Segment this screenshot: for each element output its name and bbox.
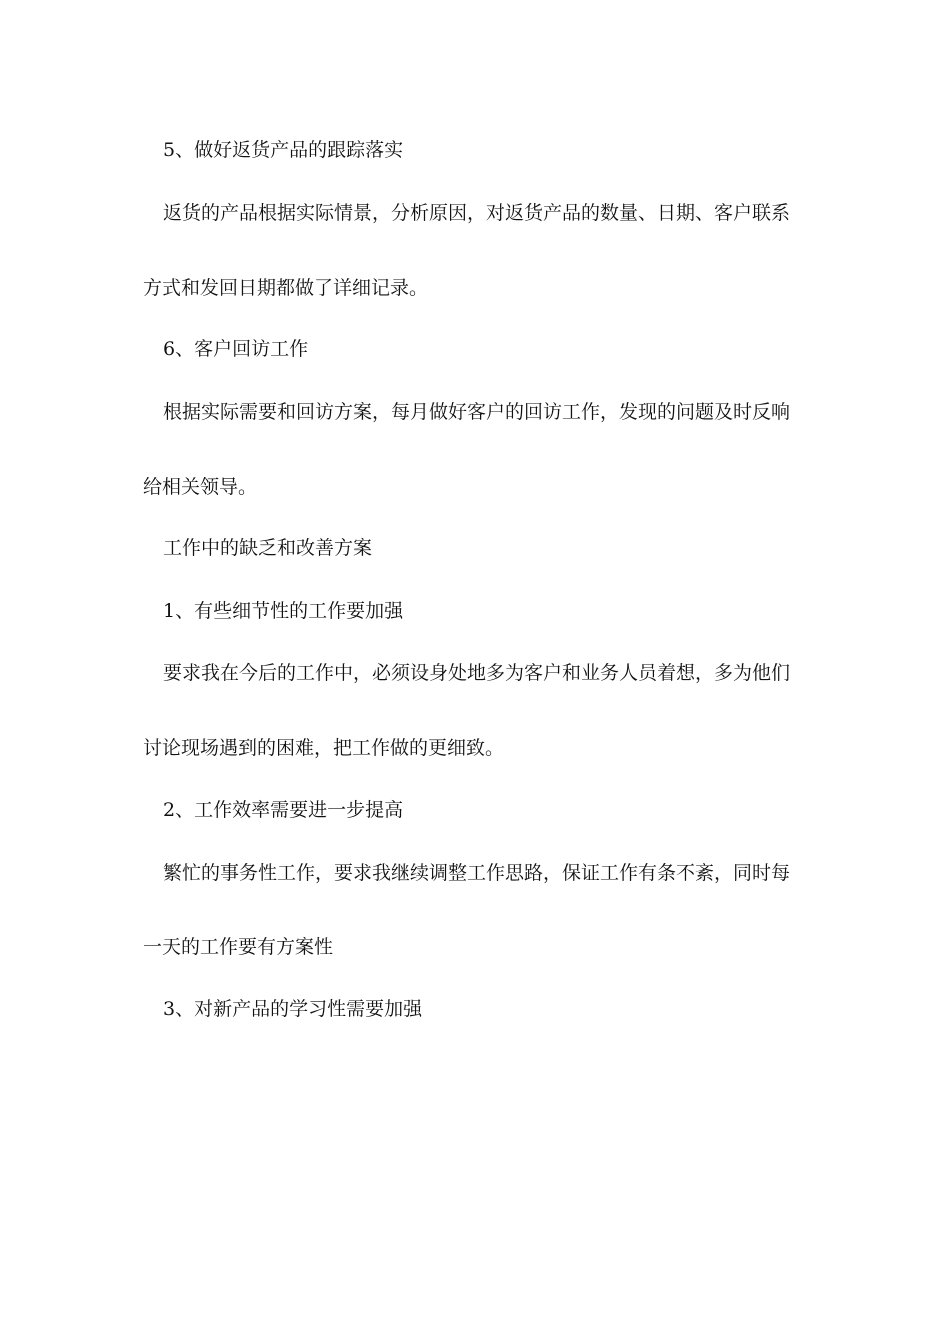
paragraph-line: 一天的工作要有方案性 xyxy=(143,936,334,958)
section-heading-5 xyxy=(163,138,808,162)
section-heading-1 xyxy=(163,599,808,623)
paragraph-line: 繁忙的事务性工作，要求我继续调整工作思路，保证工作有条不紊，同时每 xyxy=(163,862,791,884)
heading-number: 6 xyxy=(163,338,176,360)
paragraph-line: 方式和发回日期都做了详细记录。 xyxy=(143,277,429,299)
heading-number: 3 xyxy=(163,998,176,1020)
heading-text: 、做好返货产品的跟踪落实 xyxy=(175,139,404,161)
heading-number: 2 xyxy=(163,799,176,821)
paragraph-line: 根据实际需要和回访方案，每月做好客户的回访工作，发现的问题及时反响 xyxy=(163,401,791,423)
section-title: 工作中的缺乏和改善方案 xyxy=(163,537,373,559)
heading-number: 5 xyxy=(163,139,176,161)
paragraph-line: 给相关领导。 xyxy=(143,476,258,498)
paragraph-line: 要求我在今后的工作中，必须设身处地多为客户和业务人员着想，多为他们 xyxy=(163,662,791,684)
paragraph-line: 返货的产品根据实际情景，分析原因，对返货产品的数量、日期、客户联系 xyxy=(163,202,791,224)
section-heading-3 xyxy=(163,997,808,1021)
heading-text: 、对新产品的学习性需要加强 xyxy=(175,998,423,1020)
heading-text: 、有些细节性的工作要加强 xyxy=(175,600,404,622)
section-heading-6 xyxy=(163,337,808,361)
heading-text: 、工作效率需要进一步提高 xyxy=(175,799,404,821)
paragraph-line: 讨论现场遇到的困难，把工作做的更细致。 xyxy=(143,737,505,759)
heading-text: 、客户回访工作 xyxy=(175,338,309,360)
section-heading-2 xyxy=(163,798,808,822)
heading-number: 1 xyxy=(163,600,176,622)
